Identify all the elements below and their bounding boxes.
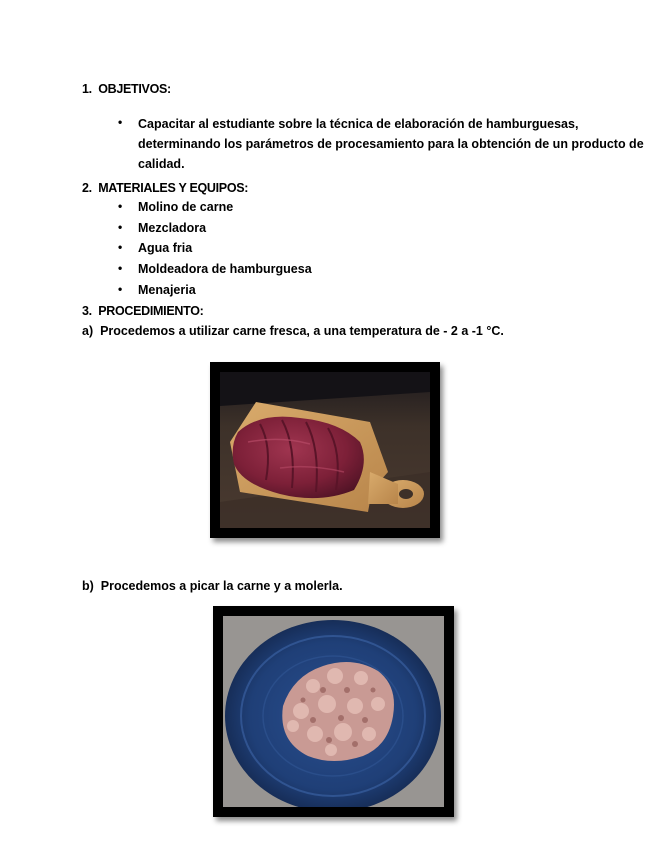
bullet-icon: • — [118, 199, 123, 213]
photo-ground-meat — [213, 606, 454, 817]
section-1-heading — [82, 80, 171, 99]
photo-raw-beef — [210, 362, 440, 538]
step-label: a) — [82, 324, 94, 338]
bullet-icon: • — [118, 261, 123, 275]
section-2-heading — [82, 179, 248, 198]
step-text: Procedemos a picar la carne y a molerla. — [100, 579, 343, 593]
section-3-heading — [82, 302, 204, 321]
section-number: 1. — [82, 82, 92, 96]
bullet-icon: • — [118, 240, 123, 254]
section-title: PROCEDIMIENTO: — [98, 304, 204, 318]
section-number: 2. — [82, 181, 92, 195]
material-item: Moldeadora de hamburguesa — [138, 262, 312, 276]
bullet-icon: • — [118, 115, 123, 129]
step-b — [82, 577, 343, 596]
step-a — [82, 322, 504, 341]
step-label: b) — [82, 579, 94, 593]
material-item: Agua fria — [138, 241, 193, 255]
objective-text: Capacitar al estudiante sobre la técnica de elaboración de hamburguesas, determinando los parámetros de procesamiento para la obtención de un producto de calidad. — [138, 117, 644, 171]
section-title: MATERIALES Y EQUIPOS: — [98, 181, 249, 195]
raw-beef-image — [220, 372, 430, 528]
material-item: Molino de carne — [138, 200, 234, 214]
bullet-icon: • — [118, 220, 123, 234]
section-number: 3. — [82, 304, 92, 318]
material-item: Menajeria — [138, 283, 196, 297]
material-item: Mezcladora — [138, 221, 207, 235]
step-text: Procedemos a utilizar carne fresca, a una temperatura de - 2 a -1 °C. — [100, 324, 504, 338]
ground-meat-image — [223, 616, 444, 807]
section-title: OBJETIVOS: — [98, 82, 171, 96]
bullet-icon: • — [118, 282, 123, 296]
